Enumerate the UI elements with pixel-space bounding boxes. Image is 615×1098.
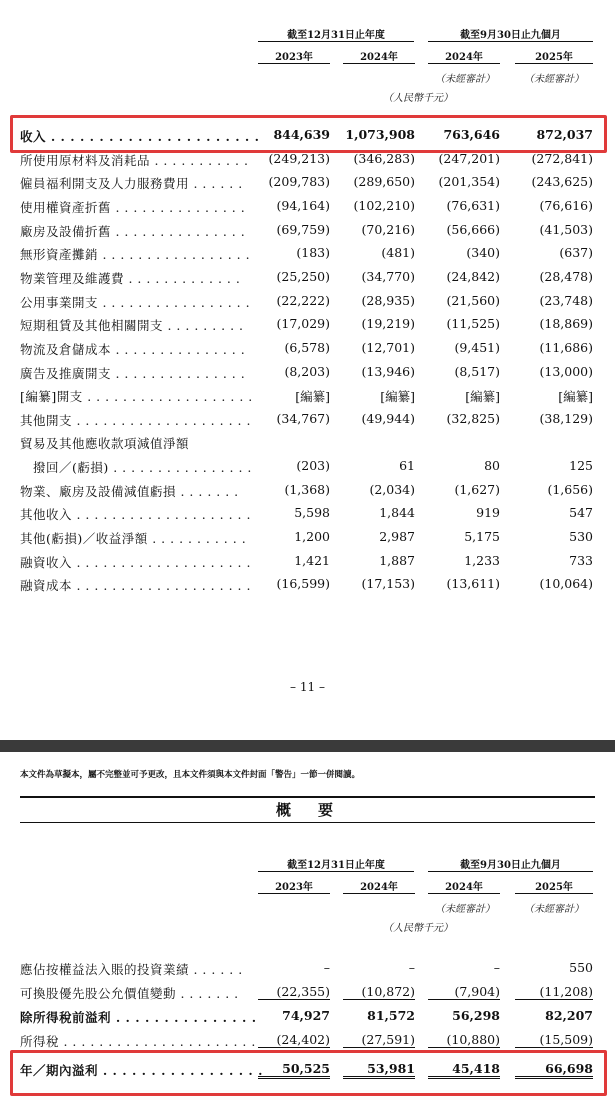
row-value: – bbox=[323, 960, 330, 975]
row-label: 其他(虧損)／收益淨額 . . . . . . . . . . . bbox=[20, 531, 247, 547]
row-value: (69,759) bbox=[276, 221, 330, 237]
row-label: 可換股優先股公允價值變動 . . . . . . . bbox=[20, 986, 239, 1001]
year-header: 2025年 bbox=[515, 878, 593, 894]
row-label: 撥回／(虧損) . . . . . . . . . . . . . . . . bbox=[20, 460, 252, 476]
row-value: 547 bbox=[569, 505, 593, 521]
row-value: 872,037 bbox=[536, 127, 593, 142]
column-group-header-year: 截至12月31日止年度 bbox=[258, 26, 414, 42]
unaudited-label: （未經審計） bbox=[524, 904, 584, 915]
row-value: (12,701) bbox=[361, 339, 415, 355]
row-value: 763,646 bbox=[443, 127, 500, 142]
table-row bbox=[20, 505, 595, 528]
row-value: 550 bbox=[569, 960, 593, 975]
row-label: 融資收入 . . . . . . . . . . . . . . . . . . . . bbox=[20, 554, 251, 570]
row-label: 公用事業開支 . . . . . . . . . . . . . . . . . bbox=[20, 294, 251, 310]
table-row bbox=[20, 482, 595, 505]
row-value: 530 bbox=[569, 529, 593, 545]
row-value: (28,478) bbox=[539, 268, 593, 284]
table-row bbox=[20, 222, 595, 245]
row-value: (56,666) bbox=[446, 221, 500, 237]
table-row bbox=[20, 127, 595, 150]
row-value: (13,946) bbox=[361, 363, 415, 379]
row-value: [編纂] bbox=[558, 389, 593, 405]
row-value: (1,656) bbox=[547, 481, 593, 497]
row-value: (289,650) bbox=[353, 174, 415, 190]
row-value: (16,599) bbox=[276, 576, 330, 592]
row-value: (10,872) bbox=[343, 984, 415, 1000]
row-value: 74,927 bbox=[282, 1008, 330, 1023]
row-value: (10,880) bbox=[428, 1032, 500, 1048]
row-value: (13,000) bbox=[539, 363, 593, 379]
row-value: (34,767) bbox=[276, 410, 330, 426]
row-value: (102,210) bbox=[353, 197, 415, 213]
row-value: (38,129) bbox=[539, 410, 593, 426]
row-value: (272,841) bbox=[531, 150, 593, 166]
row-value: (49,944) bbox=[361, 410, 415, 426]
row-value: (1,627) bbox=[454, 481, 500, 497]
row-value: (203) bbox=[296, 458, 330, 474]
row-value: 45,418 bbox=[428, 1061, 500, 1079]
row-value: (22,222) bbox=[276, 292, 330, 308]
row-label: [編纂]開支 . . . . . . . . . . . . . . . . . . . bbox=[20, 389, 253, 405]
section-title bbox=[20, 796, 595, 823]
row-value: (6,578) bbox=[284, 339, 330, 355]
table-row bbox=[20, 960, 595, 983]
row-label: 物業、廠房及設備減值虧損 . . . . . . . bbox=[20, 483, 239, 499]
row-value: – bbox=[408, 960, 415, 975]
row-value: (76,616) bbox=[539, 197, 593, 213]
year-header: 2023年 bbox=[258, 48, 330, 64]
table-row bbox=[20, 293, 595, 316]
row-value: (21,560) bbox=[446, 292, 500, 308]
row-value: 125 bbox=[569, 458, 593, 474]
row-value: (11,525) bbox=[446, 316, 500, 332]
row-value: 1,887 bbox=[379, 552, 415, 568]
row-label: 物業管理及維護費 . . . . . . . . . . . . . bbox=[20, 270, 241, 286]
row-value: (249,213) bbox=[268, 150, 330, 166]
row-label: 其他開支 . . . . . . . . . . . . . . . . . . . . bbox=[20, 412, 251, 428]
column-group-header-ninemonth: 截至9月30日止九個月 bbox=[428, 856, 593, 872]
row-value: (34,770) bbox=[361, 268, 415, 284]
table-row bbox=[20, 174, 595, 197]
row-value: 844,639 bbox=[273, 127, 330, 142]
row-label: 貿易及其他應收款項減值淨額 bbox=[20, 436, 190, 452]
row-label: 廣告及推廣開支 . . . . . . . . . . . . . . . bbox=[20, 365, 246, 381]
row-value: 733 bbox=[569, 552, 593, 568]
row-value: 66,698 bbox=[515, 1061, 593, 1079]
row-value: (23,748) bbox=[539, 292, 593, 308]
unaudited-label: （未經審計） bbox=[524, 74, 584, 85]
section-title-text: 概 要 bbox=[275, 801, 339, 819]
row-value: (11,686) bbox=[539, 339, 593, 355]
row-value: (10,064) bbox=[539, 576, 593, 592]
table-row bbox=[20, 529, 595, 552]
row-label: 物流及倉儲成本 . . . . . . . . . . . . . . . bbox=[20, 341, 246, 357]
row-value: 53,981 bbox=[343, 1061, 415, 1079]
row-value: (94,164) bbox=[276, 197, 330, 213]
row-value: (28,935) bbox=[361, 292, 415, 308]
column-group-header-year: 截至12月31日止年度 bbox=[258, 856, 414, 872]
column-group-header-ninemonth: 截至9月30日止九個月 bbox=[428, 26, 593, 42]
row-value: (17,029) bbox=[276, 316, 330, 332]
row-value: (637) bbox=[559, 245, 593, 261]
year-header: 2023年 bbox=[258, 878, 330, 894]
row-value: 50,525 bbox=[258, 1061, 330, 1079]
row-value: (70,216) bbox=[361, 221, 415, 237]
row-value: (2,034) bbox=[369, 481, 415, 497]
row-label: 僱員福利開支及人力服務費用 . . . . . . bbox=[20, 176, 243, 192]
table-row bbox=[20, 576, 595, 599]
table-row bbox=[20, 269, 595, 292]
row-value: 5,598 bbox=[294, 505, 330, 521]
row-label: 應佔按權益法入賬的投資業績 . . . . . . bbox=[20, 962, 243, 977]
year-header: 2024年 bbox=[343, 878, 415, 894]
row-value: 61 bbox=[399, 458, 415, 474]
year-header: 2024年 bbox=[428, 878, 500, 894]
row-value: (1,368) bbox=[284, 481, 330, 497]
table-row bbox=[20, 984, 595, 1007]
row-value: 5,175 bbox=[464, 529, 500, 545]
row-value: 2,987 bbox=[379, 529, 415, 545]
row-value: (25,250) bbox=[276, 268, 330, 284]
row-value: [編纂] bbox=[380, 389, 415, 405]
row-value: (27,591) bbox=[343, 1032, 415, 1048]
row-value: (9,451) bbox=[454, 339, 500, 355]
currency-label: （人民幣千元） bbox=[383, 93, 453, 104]
table-row bbox=[20, 458, 595, 481]
row-value: (209,783) bbox=[268, 174, 330, 190]
row-value: (201,354) bbox=[438, 174, 500, 190]
table-row bbox=[20, 553, 595, 576]
row-label: 所得稅 . . . . . . . . . . . . . . . . . . . . . . bbox=[20, 1034, 256, 1049]
table-row bbox=[20, 340, 595, 363]
row-value: (32,825) bbox=[446, 410, 500, 426]
row-value: (22,355) bbox=[258, 984, 330, 1000]
row-value: (481) bbox=[381, 245, 415, 261]
document-page-2 bbox=[0, 752, 615, 1098]
row-value: (243,625) bbox=[531, 174, 593, 190]
row-value: (24,842) bbox=[446, 268, 500, 284]
draft-notice: 本文件為草擬本，屬不完整並可予更改，且本文件須與本文件封面「警告」一節一併閱讀。 bbox=[20, 770, 361, 780]
table-row bbox=[20, 1061, 595, 1084]
row-value: (24,402) bbox=[258, 1032, 330, 1048]
row-value: 56,298 bbox=[452, 1008, 500, 1023]
currency-label: （人民幣千元） bbox=[383, 923, 453, 934]
row-value: 919 bbox=[476, 505, 500, 521]
row-value: (15,509) bbox=[515, 1032, 593, 1048]
row-label: 無形資產攤銷 . . . . . . . . . . . . . . . . . bbox=[20, 247, 251, 263]
row-value: 1,421 bbox=[294, 552, 330, 568]
row-value: (17,153) bbox=[361, 576, 415, 592]
row-label: 使用權資產折舊 . . . . . . . . . . . . . . . bbox=[20, 199, 246, 215]
table-row bbox=[20, 434, 595, 457]
row-value: 1,200 bbox=[294, 529, 330, 545]
row-value: – bbox=[493, 960, 500, 975]
row-value: (247,201) bbox=[438, 150, 500, 166]
table-row bbox=[20, 316, 595, 339]
row-value: (11,208) bbox=[515, 984, 593, 1000]
row-label: 融資成本 . . . . . . . . . . . . . . . . . . . . bbox=[20, 578, 251, 594]
row-label: 其他收入 . . . . . . . . . . . . . . . . . . . . bbox=[20, 507, 251, 523]
row-value: (340) bbox=[466, 245, 500, 261]
row-value: 82,207 bbox=[545, 1008, 593, 1023]
row-value: 1,844 bbox=[379, 505, 415, 521]
row-label: 短期租賃及其他相關開支 . . . . . . . . . bbox=[20, 318, 244, 334]
row-value: (7,904) bbox=[428, 984, 500, 1000]
unaudited-label: （未經審計） bbox=[435, 74, 495, 85]
table-row bbox=[20, 198, 595, 221]
row-value: (19,219) bbox=[361, 316, 415, 332]
row-value: (13,611) bbox=[446, 576, 500, 592]
row-value: [編纂] bbox=[465, 389, 500, 405]
year-header: 2024年 bbox=[343, 48, 415, 64]
table-row bbox=[20, 364, 595, 387]
row-value: (18,869) bbox=[539, 316, 593, 332]
page-separator bbox=[0, 740, 615, 752]
row-value: (346,283) bbox=[353, 150, 415, 166]
row-value: [編纂] bbox=[295, 389, 330, 405]
year-header: 2024年 bbox=[428, 48, 500, 64]
row-value: (8,203) bbox=[284, 363, 330, 379]
row-label: 年／期內溢利 . . . . . . . . . . . . . . . . . bbox=[20, 1063, 263, 1078]
row-label: 廠房及設備折舊 . . . . . . . . . . . . . . . bbox=[20, 223, 246, 239]
row-label: 收入 . . . . . . . . . . . . . . . . . . . . . . bbox=[20, 129, 260, 144]
row-value: (41,503) bbox=[539, 221, 593, 237]
year-header: 2025年 bbox=[515, 48, 593, 64]
table-row bbox=[20, 151, 595, 174]
row-value: (76,631) bbox=[446, 197, 500, 213]
row-value: 1,073,908 bbox=[345, 127, 415, 142]
row-value: 80 bbox=[484, 458, 500, 474]
table-row bbox=[20, 411, 595, 434]
row-value: 1,233 bbox=[464, 552, 500, 568]
table-row bbox=[20, 245, 595, 268]
table-row bbox=[20, 1032, 595, 1055]
unaudited-label: （未經審計） bbox=[435, 904, 495, 915]
row-value: 81,572 bbox=[367, 1008, 415, 1023]
page-number: – 11 – bbox=[290, 680, 325, 694]
table-row bbox=[20, 387, 595, 410]
row-value: (8,517) bbox=[454, 363, 500, 379]
row-label: 所使用原材料及消耗品 . . . . . . . . . . . bbox=[20, 152, 249, 168]
row-value: (183) bbox=[296, 245, 330, 261]
table-row bbox=[20, 1008, 595, 1031]
row-label: 除所得稅前溢利 . . . . . . . . . . . . . . . bbox=[20, 1010, 257, 1025]
